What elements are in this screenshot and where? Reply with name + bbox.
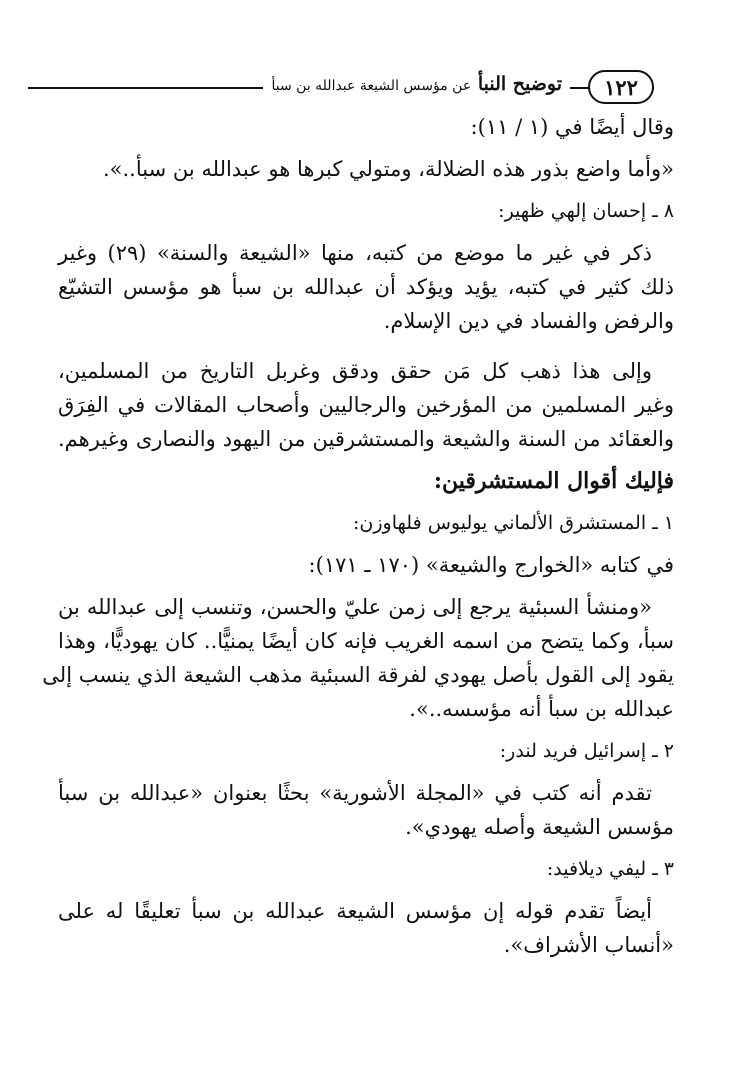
running-title — [263, 71, 570, 99]
paragraph-line: تقدم أنه كتب في «المجلة الأشورية» بحثًا بعنوان «عبدالله بن سبأ — [58, 781, 652, 805]
paragraph-line: والعقائد من السنة والشيعة والمستشرقين من اليهود والنصارى وغيرهم. — [58, 427, 674, 451]
list-item-8: ٨ ـ إحسان إلهي ظهير: — [498, 200, 674, 222]
paragraph-line: «أنساب الأشراف». — [503, 933, 674, 957]
list-item-2: ٢ ـ إسرائيل فريد لندر: — [499, 740, 674, 762]
list-item-3: ٣ ـ ليفي ديلافيد: — [546, 858, 674, 880]
paragraph-line: أيضاً تقدم قوله إن مؤسس الشيعة عبدالله بن سبأ تعليقًا له على — [58, 899, 652, 923]
paragraph-2 — [58, 236, 674, 338]
paragraph-line: وغير المسلمين من المؤرخين والرجاليين وأصحاب المقالات في الفِرَق — [58, 393, 674, 417]
page-body — [42, 106, 674, 962]
section-heading: فإليك أقوال المستشرقين: — [433, 468, 674, 494]
paragraph-line: مؤسس الشيعة وأصله يهودي». — [405, 815, 674, 839]
paragraph-line: والرفض والفساد في دين الإسلام. — [383, 309, 674, 333]
running-title-main: توضيح النبأ — [477, 73, 562, 95]
page-header — [28, 66, 654, 106]
paragraph-intro: وقال أيضًا في (١ / ١١): — [470, 115, 674, 139]
page-number: ١٢٢ — [588, 70, 654, 104]
list-item-1: ١ ـ المستشرق الألماني يوليوس فلهاوزن: — [353, 512, 674, 534]
quote-line: عبدالله بن سبأ أنه مؤسسه..». — [409, 697, 674, 721]
paragraph-line: ذلك كثير في كتبه، يؤيد ويؤكد أن عبدالله بن سبأ هو مؤسس التشيّع — [58, 275, 674, 299]
quote-line: سبأ، وكما يتضح من اسمه الغريب فإنه كان أيضًا يمنيًّا.. كان يهوديًّا، وهذا — [58, 629, 674, 653]
running-title-subtitle: عن مؤسس الشيعة عبدالله بن سبأ — [271, 78, 472, 94]
quote-line: يقود إلى القول بأصل يهودي لفرقة السبئية مذهب الشيعة الذي ينسب إلى — [42, 663, 674, 687]
paragraph-5 — [58, 776, 674, 844]
paragraph-line: وإلى هذا ذهب كل مَن حقق ودقق وغربل التاريخ من المسلمين، — [58, 359, 652, 383]
paragraph-line: ذكر في غير ما موضع من كتبه، منها «الشيعة والسنة» (٢٩) وغير — [58, 241, 653, 265]
paragraph-3 — [58, 354, 674, 456]
quote-2 — [42, 590, 674, 726]
paragraph-6 — [58, 894, 674, 962]
quote-1: «وأما واضع بذور هذه الضلالة، ومتولي كبرها هو عبدالله بن سبأ..». — [102, 157, 674, 181]
paragraph-4: في كتابه «الخوارج والشيعة» (١٧٠ ـ ١٧١): — [308, 553, 674, 577]
quote-line: «ومنشأ السبئية يرجع إلى زمن عليّ والحسن، وتنسب إلى عبدالله بن — [58, 595, 652, 619]
